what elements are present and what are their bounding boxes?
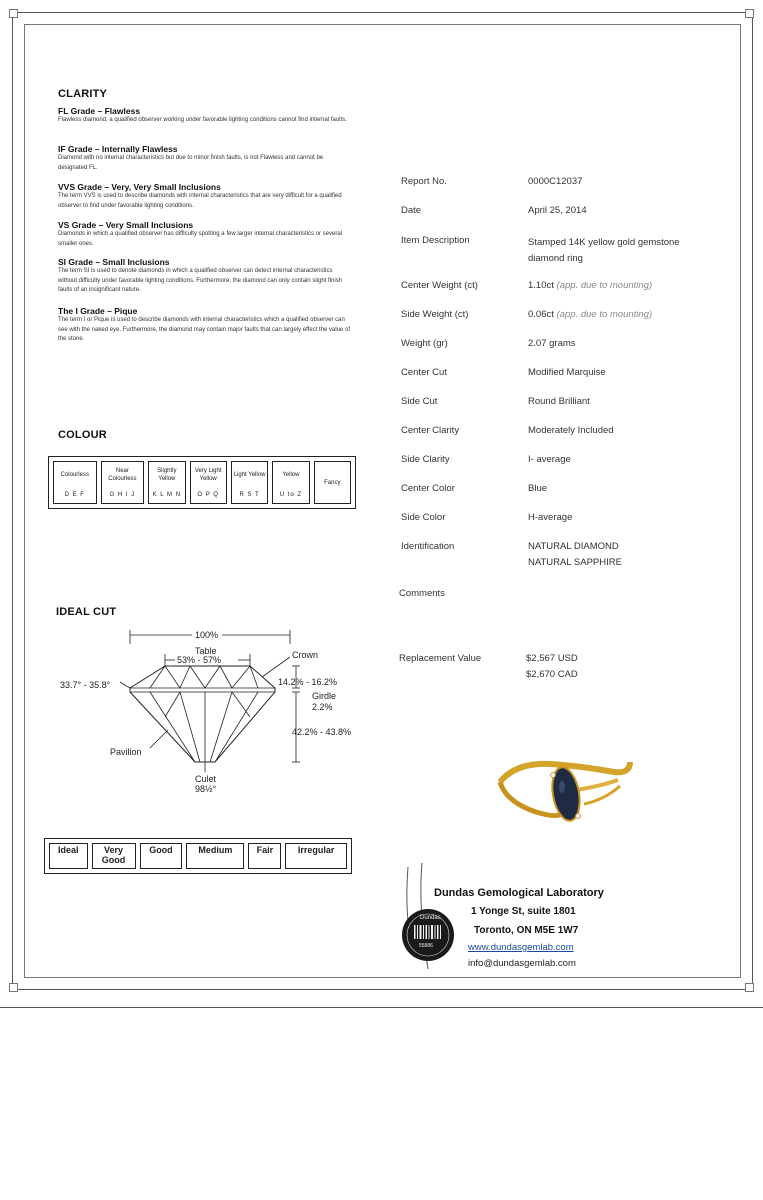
- girdle-label: Girdle: [312, 691, 337, 701]
- crown-facet: [232, 666, 250, 688]
- corner-ornament: [745, 9, 754, 18]
- seal-text: Dundas: [420, 915, 441, 921]
- pavilion-facet: [180, 692, 200, 762]
- diamond-cut-diagram: [50, 622, 370, 800]
- center-weight: [528, 280, 652, 291]
- colour-scale-table: [48, 456, 356, 509]
- grade-description: The term I or Pique is used to describe diamonds with internal characteristics which a qualified observer can see with the naked eye. Furthermore, the diamond may contain major faults that can largely effect the value of the stone.: [58, 317, 351, 342]
- cut-grade-cell: Medium: [186, 843, 244, 869]
- width-label: 100%: [195, 630, 219, 640]
- center-color: Blue: [528, 483, 548, 494]
- clarity-grade-vs: [58, 220, 353, 249]
- lab-address-2: Toronto, ON M5E 1W7: [474, 925, 579, 936]
- grade-description: Flawless diamond, a qualified observer working under favorable lighting conditions cannot find internal faults.: [58, 117, 347, 123]
- colour-letters: R S T: [239, 492, 260, 498]
- table-range: 53% - 57%: [177, 655, 222, 665]
- culet-value: 98½°: [195, 784, 217, 794]
- colour-name: Slightly Yellow: [157, 468, 177, 482]
- crown-angle-arc: [120, 682, 130, 688]
- item-description: Stamped 14K yellow gold gemstone diamond ring: [528, 237, 680, 264]
- cut-grade-cell: Fair: [248, 843, 281, 869]
- field-label: Replacement Value: [399, 653, 482, 664]
- seal-number: 55886: [419, 943, 433, 949]
- identification-1: NATURAL DIAMOND: [528, 541, 619, 552]
- side-weight: [528, 309, 652, 320]
- side-diamond: [551, 773, 556, 778]
- field-label: Identification: [401, 541, 455, 552]
- lab-name: Dundas Gemological Laboratory: [434, 887, 604, 899]
- field-label: Item Description: [401, 235, 470, 246]
- cut-grade-cell: Good: [140, 843, 183, 869]
- grade-description: The term SI is used to denote diamonds in which a qualified observer can detect internal characteristics without difficulty under favorable lighting conditions. Furthermore, the diamond can only contain slight finish faults of an insignificant nature.: [58, 268, 343, 293]
- report-number: 0000C12037: [528, 176, 583, 187]
- stone-highlight: [559, 781, 565, 793]
- grade-description: Diamond with no internal characteristics but due to minor finish faults, is not Flawless and cannot be designated FL.: [58, 155, 324, 171]
- field-label: Side Color: [401, 512, 446, 523]
- crown-facet: [220, 666, 232, 688]
- grade-title: IF Grade – Internally Flawless: [58, 144, 178, 154]
- colour-name: Very Light Yellow: [194, 468, 222, 482]
- pavilion-facet: [165, 692, 180, 717]
- colour-letters: O P Q: [197, 492, 219, 498]
- clarity-heading: CLARITY: [58, 88, 108, 100]
- field-label: Center Color: [401, 483, 455, 494]
- colour-name: Colourless: [60, 472, 89, 478]
- side-cut: Round Brilliant: [528, 396, 590, 407]
- field-label: Center Cut: [401, 367, 447, 378]
- crown-angle: 33.7° - 35.8°: [60, 680, 111, 690]
- field-label: Weight (gr): [401, 338, 448, 349]
- colour-name: Light Yellow: [233, 472, 266, 478]
- field-label: Comments: [399, 588, 445, 599]
- report-date: April 25, 2014: [528, 205, 587, 216]
- colour-heading: COLOUR: [58, 429, 107, 441]
- corner-ornament: [9, 9, 18, 18]
- crown-label: Crown: [292, 650, 319, 660]
- colour-cell: [314, 461, 351, 504]
- grade-title: The I Grade – Pique: [58, 306, 138, 316]
- clarity-grade-vvs: [58, 182, 353, 211]
- lab-address-1: 1 Yonge St, suite 1801: [471, 906, 576, 917]
- crown-pointer: [262, 657, 290, 677]
- crown-height: 14.2% - 16.2%: [278, 677, 338, 687]
- pavilion-pointer: [150, 730, 168, 748]
- center-weight-value: 1.10ct: [528, 280, 554, 291]
- side-clarity: I- average: [528, 454, 571, 465]
- page-divider: [0, 1007, 763, 1008]
- cut-grade-cell: Ideal: [49, 843, 88, 869]
- grade-title: VVS Grade – Very, Very Small Inclusions: [58, 182, 221, 192]
- table-label: Table: [195, 646, 217, 656]
- center-weight-note: (app. due to mounting): [556, 280, 653, 291]
- side-weight-note: (app. due to mounting): [556, 309, 653, 320]
- colour-letters: K L M N: [152, 492, 182, 498]
- field-label: Center Weight (ct): [401, 280, 478, 291]
- ring-shank: [576, 780, 618, 790]
- colour-cell: [190, 461, 227, 504]
- clarity-grade-fl: [58, 106, 353, 126]
- cut-scale-table: [44, 838, 352, 874]
- corner-ornament: [745, 983, 754, 992]
- side-color: H-average: [528, 512, 573, 523]
- grade-description: Diamonds in which a qualified observer has difficulty spotting a few larger internal characteristics or several smaller ones.: [58, 231, 343, 247]
- cut-grade-cell: Irregular: [285, 843, 347, 869]
- lab-email: info@dundasgemlab.com: [468, 958, 576, 969]
- field-label: Side Weight (ct): [401, 309, 469, 320]
- diamond-outline: [130, 666, 275, 762]
- replacement-cad: $2,670 CAD: [526, 669, 578, 680]
- crown-facet: [190, 666, 205, 688]
- colour-cell: [272, 461, 309, 504]
- colour-letters: U to Z: [279, 492, 303, 498]
- crown-facet: [180, 666, 190, 688]
- lab-website-link[interactable]: www.dundasgemlab.com: [468, 942, 574, 953]
- colour-cell: [231, 461, 268, 504]
- ring-photo: [496, 742, 636, 837]
- colour-name: Fancy: [324, 479, 341, 486]
- cut-grade-cell: Very Good: [92, 843, 136, 869]
- field-label: Side Clarity: [401, 454, 450, 465]
- ideal-cut-heading: IDEAL CUT: [56, 606, 117, 618]
- center-clarity: Moderately Included: [528, 425, 614, 436]
- field-label: Center Clarity: [401, 425, 460, 436]
- grade-title: FL Grade – Flawless: [58, 106, 141, 116]
- identification-2: NATURAL SAPPHIRE: [528, 557, 622, 568]
- side-weight-value: 0.06ct: [528, 309, 554, 320]
- crown-facet: [150, 666, 165, 688]
- girdle-value: 2.2%: [312, 702, 333, 712]
- colour-cell: [53, 461, 97, 504]
- clarity-grade-if: [58, 144, 353, 173]
- colour-name: Yellow: [282, 472, 300, 478]
- pavilion-facet: [150, 692, 195, 762]
- pavilion-facet: [232, 692, 250, 717]
- colour-name: Near Colourless: [108, 468, 137, 482]
- field-label: Date: [401, 205, 422, 216]
- lab-seal: [400, 857, 470, 975]
- clarity-grade-si: [58, 257, 353, 296]
- grade-title: SI Grade – Small Inclusions: [58, 257, 170, 267]
- pavilion-facet: [215, 692, 258, 762]
- replacement-usd: $2,567 USD: [526, 653, 578, 664]
- field-label: Side Cut: [401, 396, 438, 407]
- field-label: Report No.: [401, 176, 447, 187]
- colour-letters: G H I J: [109, 492, 136, 498]
- weight-grams: 2.07 grams: [528, 338, 576, 349]
- corner-ornament: [9, 983, 18, 992]
- clarity-grade-i: [58, 306, 353, 345]
- culet-label: Culet: [195, 774, 217, 784]
- side-diamond: [576, 814, 581, 819]
- pavilion-depth: 42.2% - 43.8%: [292, 727, 352, 737]
- pavilion-label: Pavilion: [110, 747, 142, 757]
- colour-cell: [101, 461, 145, 504]
- colour-cell: [148, 461, 185, 504]
- crown-facet: [205, 666, 220, 688]
- colour-letters: D E F: [64, 492, 85, 498]
- crown-facet: [165, 666, 180, 688]
- grade-title: VS Grade – Very Small Inclusions: [58, 220, 194, 230]
- grade-description: The term VVS is used to describe diamonds with internal characteristics that are very difficult for a qualified observer to find under favorable lighting conditions.: [58, 193, 342, 209]
- center-cut: Modified Marquise: [528, 367, 606, 378]
